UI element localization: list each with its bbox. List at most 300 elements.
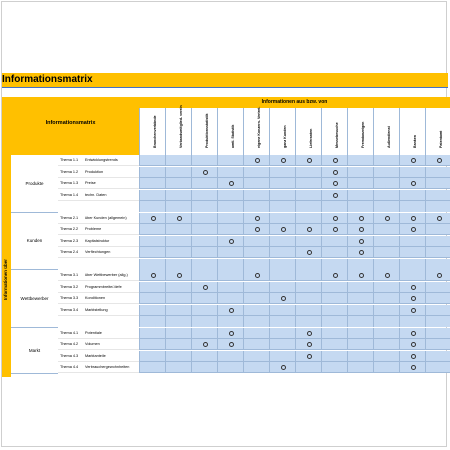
matrix-cell — [321, 213, 347, 224]
column-header-label: Lieferanten — [308, 128, 313, 148]
matrix-cell — [373, 339, 399, 350]
matrix-cell — [399, 155, 425, 166]
matrix-cell — [425, 351, 450, 362]
topic-number: Thema 3.3 — [58, 293, 83, 304]
matrix-cell — [243, 247, 269, 258]
matrix-cell — [347, 201, 373, 212]
group-block — [11, 328, 58, 374]
mark-circle-icon — [333, 227, 338, 232]
matrix-cell — [321, 339, 347, 350]
matrix-cell — [295, 213, 321, 224]
matrix-cell — [321, 270, 347, 281]
matrix-cell — [165, 282, 191, 293]
matrix-cell — [425, 201, 450, 212]
matrix-cell — [217, 305, 243, 316]
topic-label: Entwicklungstrends — [83, 155, 139, 166]
matrix-cell — [321, 236, 347, 247]
matrix-cell — [399, 328, 425, 339]
matrix-cell — [347, 282, 373, 293]
mark-circle-icon — [203, 285, 208, 290]
matrix-cell — [399, 270, 425, 281]
matrix-cell — [217, 190, 243, 201]
matrix-cell — [243, 339, 269, 350]
matrix-cell — [425, 282, 450, 293]
mark-circle-icon — [281, 227, 286, 232]
table-row — [58, 213, 448, 224]
matrix-cell — [399, 213, 425, 224]
topic-label: Konditionen — [83, 293, 139, 304]
topic-label: Verflechtungen — [83, 247, 139, 258]
matrix-cell — [165, 247, 191, 258]
matrix-cell — [425, 155, 450, 166]
mark-circle-icon — [307, 331, 312, 336]
mark-circle-icon — [229, 308, 234, 313]
spacer-row — [58, 201, 448, 212]
matrix-cell — [139, 328, 165, 339]
mark-circle-icon — [229, 239, 234, 244]
matrix-cell — [399, 224, 425, 235]
matrix-cell — [425, 236, 450, 247]
matrix-cell — [347, 178, 373, 189]
matrix-cell — [191, 305, 217, 316]
column-header-label: Produktionsstatistik — [204, 113, 209, 148]
matrix-cell — [373, 351, 399, 362]
matrix-cell — [243, 178, 269, 189]
matrix-cell — [347, 247, 373, 258]
matrix-cell — [191, 362, 217, 373]
matrix-cell — [373, 178, 399, 189]
matrix-cell — [165, 155, 191, 166]
matrix-cell — [373, 190, 399, 201]
matrix-cell — [425, 328, 450, 339]
column-header-label: Branchenverbände — [152, 115, 157, 148]
matrix-cell — [347, 167, 373, 178]
matrix-cell — [243, 259, 269, 270]
column-header-label: Verbandsmitglied- verein — [178, 105, 183, 148]
matrix-cell — [399, 316, 425, 327]
matrix-cell — [347, 259, 373, 270]
matrix-cell — [139, 259, 165, 270]
matrix-cell — [295, 190, 321, 201]
matrix-cell — [165, 351, 191, 362]
matrix-header-label: Informationsmatrix — [45, 120, 96, 126]
column-header — [165, 105, 191, 155]
topic-number: Thema 1.3 — [58, 178, 83, 189]
matrix-cell — [321, 351, 347, 362]
matrix-cell — [321, 224, 347, 235]
table-row — [58, 362, 448, 373]
matrix-cell — [243, 167, 269, 178]
matrix-cell — [399, 351, 425, 362]
mark-circle-icon — [307, 158, 312, 163]
matrix-cell — [295, 316, 321, 327]
matrix-cell — [295, 339, 321, 350]
mark-circle-icon — [411, 365, 416, 370]
matrix-cell — [399, 236, 425, 247]
mark-circle-icon — [203, 170, 208, 175]
mark-circle-icon — [307, 342, 312, 347]
matrix-cell — [243, 316, 269, 327]
matrix-cell — [243, 190, 269, 201]
matrix-cell — [321, 247, 347, 258]
column-header-label: Banken — [412, 135, 417, 148]
matrix-cell — [295, 201, 321, 212]
topic-label: Preise — [83, 178, 139, 189]
matrix-cell — [399, 339, 425, 350]
matrix-cell — [139, 224, 165, 235]
table-row — [58, 178, 448, 189]
matrix-cell — [295, 167, 321, 178]
matrix-cell — [217, 247, 243, 258]
matrix-cell — [269, 190, 295, 201]
matrix-cell — [165, 190, 191, 201]
table-row — [58, 339, 448, 350]
matrix-cell — [321, 328, 347, 339]
matrix-cell — [269, 259, 295, 270]
matrix-cell — [217, 224, 243, 235]
mark-circle-icon — [359, 273, 364, 278]
topic-number: Thema 1.1 — [58, 155, 83, 166]
matrix-cell — [425, 247, 450, 258]
mark-circle-icon — [151, 216, 156, 221]
mark-circle-icon — [229, 181, 234, 186]
mark-circle-icon — [307, 250, 312, 255]
matrix-cell — [295, 282, 321, 293]
matrix-cell — [347, 305, 373, 316]
matrix-cell — [321, 155, 347, 166]
matrix-cell — [139, 282, 165, 293]
matrix-cell — [295, 293, 321, 304]
table-row — [58, 282, 448, 293]
matrix-cell — [269, 201, 295, 212]
table-row — [58, 236, 448, 247]
matrix-cell — [295, 178, 321, 189]
matrix-cell — [373, 236, 399, 247]
topic-number: Thema 4.2 — [58, 339, 83, 350]
mark-circle-icon — [385, 216, 390, 221]
matrix-cell — [269, 167, 295, 178]
matrix-cell — [191, 224, 217, 235]
table-row — [58, 351, 448, 362]
topic-label: Potentiale — [83, 328, 139, 339]
column-header — [347, 108, 373, 155]
group-label: Markt — [28, 347, 41, 353]
matrix-cell — [139, 362, 165, 373]
column-header — [243, 108, 269, 155]
matrix-cell — [321, 316, 347, 327]
matrix-cell — [165, 236, 191, 247]
column-header — [139, 108, 165, 155]
mark-circle-icon — [359, 227, 364, 232]
matrix-cell — [269, 224, 295, 235]
group-block — [11, 270, 58, 328]
matrix-cell — [347, 339, 373, 350]
table-row — [58, 247, 448, 258]
mark-circle-icon — [281, 296, 286, 301]
mark-circle-icon — [385, 273, 390, 278]
mark-circle-icon — [359, 250, 364, 255]
matrix-cell — [399, 362, 425, 373]
matrix-cell — [243, 201, 269, 212]
mark-circle-icon — [255, 216, 260, 221]
matrix-cell — [295, 328, 321, 339]
matrix-cell — [321, 305, 347, 316]
mark-circle-icon — [333, 181, 338, 186]
matrix-cell — [191, 190, 217, 201]
topic-number: Thema 1.2 — [58, 167, 83, 178]
topic-label: Marktstellung — [83, 305, 139, 316]
matrix-cell — [165, 213, 191, 224]
table-row — [58, 167, 448, 178]
matrix-cell — [425, 259, 450, 270]
mark-circle-icon — [359, 239, 364, 244]
matrix-cell — [373, 293, 399, 304]
matrix-cell — [295, 259, 321, 270]
matrix-cell — [269, 293, 295, 304]
matrix-cell — [425, 305, 450, 316]
matrix-cell — [165, 328, 191, 339]
column-header-label: Patentamt — [438, 130, 443, 148]
matrix-cell — [373, 316, 399, 327]
column-header — [217, 108, 243, 155]
mark-circle-icon — [333, 158, 338, 163]
topic-number: Thema 2.3 — [58, 236, 83, 247]
mark-circle-icon — [411, 285, 416, 290]
matrix-cell — [139, 190, 165, 201]
matrix-cell — [425, 190, 450, 201]
matrix-cell — [139, 236, 165, 247]
mark-circle-icon — [307, 227, 312, 232]
mark-circle-icon — [177, 216, 182, 221]
matrix-cell — [191, 328, 217, 339]
matrix-cell — [321, 190, 347, 201]
mark-circle-icon — [411, 354, 416, 359]
mark-circle-icon — [437, 158, 442, 163]
matrix-cell — [243, 236, 269, 247]
matrix-cell — [243, 305, 269, 316]
matrix-cell — [347, 190, 373, 201]
matrix-cell — [217, 328, 243, 339]
matrix-cell — [295, 351, 321, 362]
matrix-cell — [191, 282, 217, 293]
matrix-cell — [373, 328, 399, 339]
matrix-cell — [191, 351, 217, 362]
column-header — [295, 108, 321, 155]
matrix-cell — [243, 224, 269, 235]
matrix-cell — [321, 293, 347, 304]
matrix-cell — [139, 178, 165, 189]
matrix-cell — [217, 293, 243, 304]
matrix-cell — [165, 316, 191, 327]
matrix-cell — [347, 236, 373, 247]
matrix-cell — [347, 316, 373, 327]
matrix-cell — [217, 259, 243, 270]
matrix-cell — [399, 305, 425, 316]
matrix-cell — [425, 178, 450, 189]
matrix-cell — [139, 316, 165, 327]
mark-circle-icon — [359, 216, 364, 221]
matrix-cell — [243, 351, 269, 362]
matrix-cell — [373, 247, 399, 258]
topic-label: Programmbreite/-tiefe — [83, 282, 139, 293]
matrix-cell — [347, 224, 373, 235]
page-title: Informationsmatrix — [2, 74, 93, 85]
matrix-cell — [425, 270, 450, 281]
matrix-cell — [373, 305, 399, 316]
topic-number: Thema 2.2 — [58, 224, 83, 235]
mark-circle-icon — [411, 181, 416, 186]
mark-circle-icon — [411, 296, 416, 301]
mark-circle-icon — [281, 158, 286, 163]
table-row — [58, 305, 448, 316]
matrix-cell — [217, 213, 243, 224]
matrix-cell — [191, 213, 217, 224]
mark-circle-icon — [333, 216, 338, 221]
table-row — [58, 155, 448, 166]
column-header — [425, 108, 450, 155]
mark-circle-icon — [255, 273, 260, 278]
column-header — [269, 108, 295, 155]
matrix-cell — [191, 293, 217, 304]
title-rule — [2, 87, 448, 88]
matrix-cell — [243, 362, 269, 373]
matrix-cell — [217, 270, 243, 281]
matrix-cell — [217, 362, 243, 373]
matrix-cell — [425, 213, 450, 224]
matrix-cell — [191, 270, 217, 281]
matrix-cell — [295, 305, 321, 316]
matrix-cell — [139, 351, 165, 362]
matrix-cell — [217, 236, 243, 247]
matrix-cell — [321, 259, 347, 270]
matrix-cell — [269, 351, 295, 362]
column-header — [373, 108, 399, 155]
matrix-cell — [373, 224, 399, 235]
topic-number: Thema 1.4 — [58, 190, 83, 201]
matrix-cell — [399, 259, 425, 270]
matrix-cell — [373, 201, 399, 212]
topic-number: Thema 3.4 — [58, 305, 83, 316]
matrix-cell — [295, 236, 321, 247]
matrix-cell — [321, 282, 347, 293]
matrix-cell — [217, 339, 243, 350]
matrix-cell — [191, 316, 217, 327]
table-row — [58, 224, 448, 235]
matrix-cell — [269, 155, 295, 166]
matrix-cell — [425, 224, 450, 235]
mark-circle-icon — [333, 273, 338, 278]
mark-circle-icon — [255, 227, 260, 232]
matrix-cell — [165, 362, 191, 373]
topic-label: Verbrauchergewohnheiten — [83, 362, 139, 373]
matrix-cell — [347, 155, 373, 166]
mark-circle-icon — [411, 331, 416, 336]
matrix-cell — [139, 305, 165, 316]
matrix-cell — [399, 247, 425, 258]
matrix-cell — [269, 339, 295, 350]
mark-circle-icon — [229, 331, 234, 336]
spacer-row — [58, 259, 448, 270]
matrix-cell — [139, 247, 165, 258]
matrix-cell — [269, 328, 295, 339]
matrix-cell — [399, 167, 425, 178]
matrix-cell — [165, 259, 191, 270]
matrix-cell — [269, 213, 295, 224]
column-header-label: Messebesuche — [334, 122, 339, 148]
group-block — [11, 213, 58, 271]
matrix-cell — [269, 270, 295, 281]
mark-circle-icon — [411, 216, 416, 221]
matrix-cell — [139, 155, 165, 166]
matrix-cell — [295, 224, 321, 235]
topic-label: über Kunden (allgemein) — [83, 213, 139, 224]
mark-circle-icon — [281, 365, 286, 370]
table-row — [58, 190, 448, 201]
matrix-cell — [191, 247, 217, 258]
matrix-cell — [191, 201, 217, 212]
mark-circle-icon — [411, 308, 416, 313]
matrix-cell — [295, 270, 321, 281]
table-row — [58, 270, 448, 281]
matrix-cell — [295, 247, 321, 258]
matrix-cell — [373, 213, 399, 224]
topic-label: Probleme — [83, 224, 139, 235]
topic-number: Thema 2.1 — [58, 213, 83, 224]
matrix-cell — [295, 155, 321, 166]
matrix-cell — [425, 339, 450, 350]
mark-circle-icon — [411, 158, 416, 163]
matrix-cell — [347, 213, 373, 224]
matrix-cell — [347, 362, 373, 373]
matrix-cell — [295, 362, 321, 373]
column-header — [399, 108, 425, 155]
matrix-cell — [191, 236, 217, 247]
matrix-cell — [243, 213, 269, 224]
matrix-cell — [191, 339, 217, 350]
matrix-cell — [139, 201, 165, 212]
matrix-cell — [373, 259, 399, 270]
column-header-label: ganz Kunden — [282, 125, 287, 148]
group-label: Kunden — [26, 238, 43, 244]
column-header-label: Fremdanzeigen — [360, 121, 365, 148]
matrix-cell — [425, 316, 450, 327]
column-header — [321, 108, 347, 155]
mark-circle-icon — [177, 273, 182, 278]
topic-label: techn. Daten — [83, 190, 139, 201]
matrix-cell — [269, 282, 295, 293]
matrix-cell — [269, 305, 295, 316]
matrix-cell — [217, 155, 243, 166]
matrix-cell — [139, 339, 165, 350]
matrix-cell — [347, 328, 373, 339]
matrix-cell — [373, 270, 399, 281]
topic-label: Kapitalstruktur — [83, 236, 139, 247]
matrix-cell — [165, 201, 191, 212]
group-label: Produkte — [25, 180, 44, 186]
matrix-cell — [217, 201, 243, 212]
mark-circle-icon — [411, 342, 416, 347]
column-header — [191, 108, 217, 155]
matrix-cell — [243, 282, 269, 293]
matrix-cell — [139, 213, 165, 224]
matrix-cell — [425, 362, 450, 373]
matrix-cell — [165, 293, 191, 304]
matrix-cell — [373, 362, 399, 373]
mark-circle-icon — [255, 158, 260, 163]
matrix-cell — [347, 270, 373, 281]
matrix-cell — [399, 282, 425, 293]
matrix-cell — [165, 305, 191, 316]
